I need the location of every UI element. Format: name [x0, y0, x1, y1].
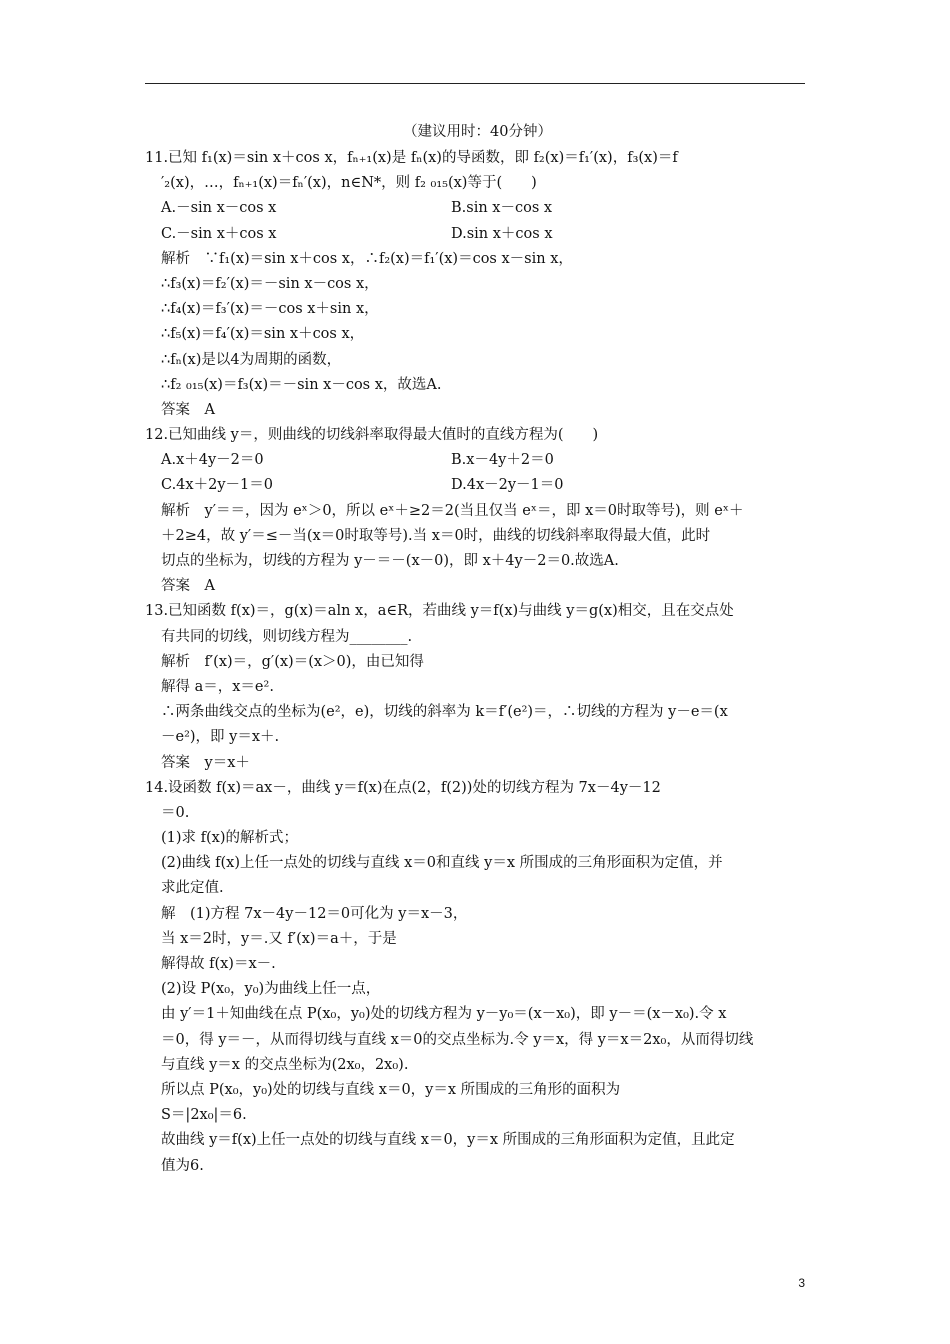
q12-options-row: [145, 473, 810, 498]
q13-solution-line: 解得 a＝，x＝e².: [161, 678, 274, 695]
q14-solution-line: 解 (1)方程 7x－4y－12＝0可化为 y＝x－3，: [161, 905, 468, 922]
q11-solution-line: 解析 ∵f₁(x)＝sin x＋cos x，∴f₂(x)＝f₁′(x)＝cos x－sin x，: [161, 250, 573, 267]
q14-solution-line: 所以点 P(x₀，y₀)处的切线与直线 x＝0，y＝x 所围成的三角形的面积为: [161, 1081, 621, 1098]
q12-option-d: D.4x－2y－1＝0: [451, 477, 564, 494]
q11-option-d: D.sin x＋cos x: [451, 225, 553, 242]
q13-solution-line: －e²)，即 y＝x＋.: [161, 729, 280, 746]
q13-solution-line: ∴两条曲线交点的坐标为(e²，e)，切线的斜率为 k＝f′(e²)＝，∴切线的方程为 y－e＝(x: [161, 704, 728, 721]
q12-stem: 12.已知曲线 y＝，则曲线的切线斜率取得最大值时的直线方程为( ): [145, 427, 599, 444]
q12-answer: 答案 A: [161, 578, 215, 595]
q14-solution-line: 与直线 y＝x 的交点坐标为(2x₀，2x₀).: [161, 1056, 409, 1073]
q14-solution-line: ＝0，得 y＝－，从而得切线与直线 x＝0的交点坐标为.令 y＝x，得 y＝x＝2x₀，从而得切线: [161, 1031, 754, 1048]
q11-option-c: C.－sin x＋cos x: [161, 225, 277, 242]
q11-option-b: B.sin x－cos x: [451, 200, 553, 217]
q12-option-b: B.x－4y＋2＝0: [451, 452, 554, 469]
q14-solution-line: S＝|2x₀|＝6.: [161, 1107, 247, 1124]
q11-solution-line: ∴f₃(x)＝f₂′(x)＝－sin x－cos x，: [161, 275, 379, 292]
q13-stem-line: 13.已知函数 f(x)＝，g(x)＝aln x，a∈R，若曲线 y＝f(x)与曲线 y＝g(x)相交，且在交点处: [145, 603, 734, 620]
q12-options-row: [145, 448, 810, 473]
q14-solution-line: 解得故 f(x)＝x－.: [161, 956, 276, 972]
q11-solution-line: ∴f₄(x)＝f₃′(x)＝－cos x＋sin x，: [161, 301, 379, 318]
document-body: [145, 120, 810, 1179]
q14-part: (2)曲线 f(x)上任一点处的切线与直线 x＝0和直线 y＝x 所围成的三角形面积为定值，并: [161, 855, 723, 872]
q14-solution-line: 值为6.: [161, 1157, 204, 1174]
q11-option-a: A.－sin x－cos x: [161, 200, 277, 217]
q11-solution-line: ∴f₅(x)＝f₄′(x)＝sin x＋cos x，: [161, 326, 365, 343]
header-rule: [145, 83, 805, 84]
q14-part: (1)求 f(x)的解析式；: [161, 830, 299, 847]
q11-answer: 答案 A: [161, 401, 215, 418]
q14-solution-line: 由 y′＝1＋知曲线在点 P(x₀，y₀)处的切线方程为 y－y₀＝(x－x₀)，即 y－＝(x－x₀).令 x: [161, 1006, 727, 1023]
q11-options-row: [145, 196, 810, 221]
q14-part: 求此定值.: [161, 880, 224, 897]
q12-option-a: A.x＋4y－2＝0: [161, 452, 264, 469]
q13-stem-line: 有共同的切线，则切线方程为________.: [161, 628, 413, 645]
q13-answer: 答案 y＝x＋: [161, 754, 250, 771]
q12-option-c: C.4x＋2y－1＝0: [161, 477, 273, 494]
q11-solution-line: ∴f₂ ₀₁₅(x)＝f₃(x)＝－sin x－cos x，故选A.: [161, 376, 442, 393]
q11-stem-line: ′₂(x)，…，fₙ₊₁(x)＝fₙ′(x)，n∈N*，则 f₂ ₀₁₅(x)等于( ): [161, 175, 537, 192]
q12-solution-line: 切点的坐标为，切线的方程为 y－＝－(x－0)，即 x＋4y－2＝0.故选A.: [161, 553, 619, 569]
q14-stem-line: 14.设函数 f(x)＝ax－，曲线 y＝f(x)在点(2，f(2))处的切线方程为 7x－4y－12: [145, 779, 661, 796]
q13-solution-line: 解析 f′(x)＝，g′(x)＝(x＞0)，由已知得: [161, 653, 424, 670]
suggested-time: （建议用时：40分钟）: [403, 124, 552, 140]
q14-solution-line: 故曲线 y＝f(x)上任一点处的切线与直线 x＝0，y＝x 所围成的三角形面积为定值，且此定: [161, 1132, 735, 1149]
q14-stem-line: ＝0.: [161, 804, 190, 821]
page-number: 3: [798, 1276, 805, 1290]
q14-solution-line: (2)设 P(x₀，y₀)为曲线上任一点，: [161, 981, 381, 998]
q12-solution-line: ＋2≥4，故 y′＝≤－当(x＝0时取等号).当 x＝0时，曲线的切线斜率取得最大值，此时: [161, 527, 711, 544]
q11-options-row: [145, 222, 810, 247]
q14-solution-line: 当 x＝2时，y＝.又 f′(x)＝a＋，于是: [161, 930, 397, 947]
q11-solution-line: ∴fₙ(x)是以4为周期的函数，: [161, 351, 342, 368]
q12-solution-line: 解析 y′＝＝，因为 eˣ＞0，所以 eˣ＋≥2＝2(当且仅当 eˣ＝，即 x＝0时取等号)，则 eˣ＋: [161, 502, 744, 519]
q11-stem-line: 11.已知 f₁(x)＝sin x＋cos x，fₙ₊₁(x)是 fₙ(x)的导函数，即 f₂(x)＝f₁′(x)，f₃(x)＝f: [145, 150, 678, 166]
